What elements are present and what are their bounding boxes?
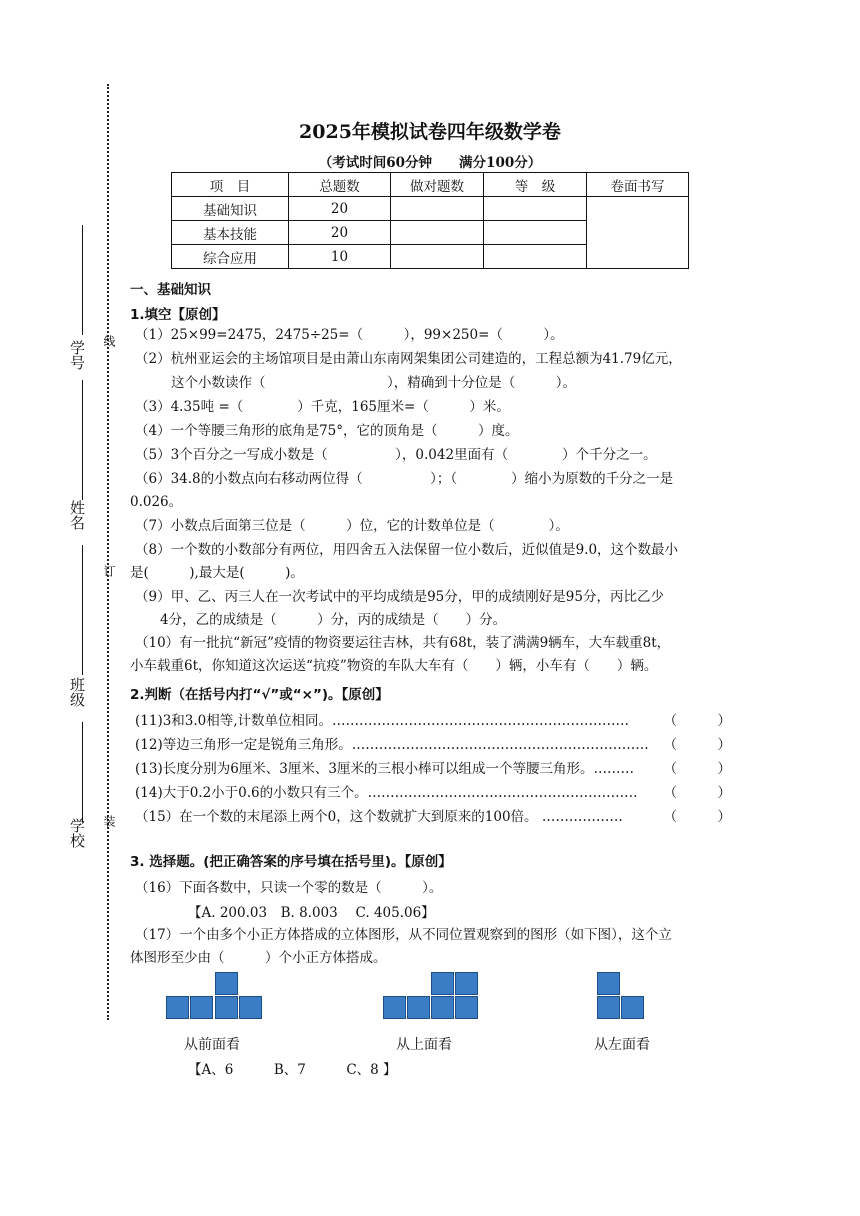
q2-line1: （2）杭州亚运会的主场馆项目是由萧山东南网架集团公司建造的，工程总额为41.79亿元， [135, 351, 682, 367]
cube [407, 996, 430, 1019]
exam-title: 2025年模拟试卷四年级数学卷 [299, 121, 561, 143]
grade-cell[interactable] [484, 245, 587, 269]
cube [215, 996, 238, 1019]
q10-line2: 小车载重6t，你知道这次运送“抗疫”物资的车队大车有（ ）辆，小车有（ ）辆。 [130, 658, 658, 674]
q9-line2: 4分，乙的成绩是（ ）分，丙的成绩是（ ）分。 [160, 612, 507, 628]
q17-options: 【A、6 B、7 C、8 】 [188, 1062, 397, 1078]
top-view-label: 从上面看 [396, 1037, 452, 1053]
front-view-label: 从前面看 [184, 1037, 240, 1053]
cube [597, 972, 620, 995]
header-cell: 项 目 [172, 173, 289, 197]
q6-line2: 0.026。 [130, 494, 183, 510]
number-label: 学号 [68, 340, 86, 370]
q16-options: 【A. 200.03 B. 8.003 C. 405.06】 [188, 905, 435, 921]
binding-dotted-line [107, 84, 109, 1020]
cube [431, 972, 454, 995]
q7: （7）小数点后面第三位是（ ）位，它的计数单位是（ ）。 [135, 518, 569, 534]
cube [597, 996, 620, 1019]
q1: （1）25×99=2475，2475÷25=（ ），99×250=（ ）。 [135, 327, 564, 343]
cube [455, 972, 478, 995]
left-view-label: 从左面看 [594, 1037, 650, 1053]
choice-heading: 3. 选择题。(把正确答案的序号填在括号里)。【原创】 [130, 854, 452, 870]
fill-blank-heading: 1.填空【原创】 [130, 307, 226, 323]
judge-text: (12)等边三角形一定是锐角三角形。………………………………………………………… [135, 737, 649, 753]
name-label: 姓名 [68, 500, 86, 530]
cube [455, 996, 478, 1019]
section1-heading: 一、基础知识 [130, 282, 211, 298]
cube [621, 996, 644, 1019]
header-cell: 卷面书写 [587, 173, 689, 197]
score-table [171, 172, 689, 269]
answer-paren[interactable]: （ ） [663, 737, 731, 753]
correct-cell[interactable] [391, 197, 484, 221]
cube [190, 996, 213, 1019]
cube [431, 996, 454, 1019]
row-total: 10 [289, 245, 391, 269]
school-blank[interactable] [82, 722, 83, 822]
class-blank[interactable] [82, 545, 83, 675]
correct-cell[interactable] [391, 221, 484, 245]
name-blank[interactable] [82, 380, 83, 500]
row-label: 基础知识 [172, 197, 289, 221]
header-cell: 做对题数 [391, 173, 484, 197]
header-cell: 总题数 [289, 173, 391, 197]
answer-paren[interactable]: （ ） [663, 809, 731, 825]
judge-text: （15）在一个数的末尾添上两个0，这个数就扩大到原来的100倍。 ……………… [135, 809, 623, 825]
score-table-header [172, 173, 689, 197]
cube [383, 996, 406, 1019]
cube [215, 972, 238, 995]
q5: （5）3个百分之一写成小数是（ ），0.042里面有（ ）个千分之一。 [135, 447, 657, 463]
q16: （16）下面各数中，只读一个零的数是（ ）。 [135, 880, 443, 896]
q6-line1: （6）34.8的小数点向右移动两位得（ ）；（ ）缩小为原数的千分之一是 [135, 471, 674, 487]
judge-item-14 [135, 781, 731, 801]
q9-line1: （9）甲、乙、丙三人在一次考试中的平均成绩是95分，甲的成绩刚好是95分，丙比乙少 [135, 589, 664, 605]
cube [166, 996, 189, 1019]
judge-text: (13)长度分别为6厘米、3厘米、3厘米的三根小棒可以组成一个等腰三角形。……… [135, 761, 634, 777]
grade-cell[interactable] [484, 221, 587, 245]
judge-heading: 2.判断（在括号内打“√”或“×”)。【原创】 [130, 687, 389, 703]
correct-cell[interactable] [391, 245, 484, 269]
judge-text: (14)大于0.2小于0.6的小数只有三个。…………………………………………………… [135, 785, 638, 801]
judge-item-15 [135, 805, 731, 825]
cube [239, 996, 262, 1019]
q17-line2: 体图形至少由（ ）个小正方体搭成。 [130, 950, 387, 966]
school-label: 学校 [68, 818, 86, 848]
judge-text: (11)3和3.0相等,计数单位相同。………………………………………………………… [135, 713, 630, 729]
answer-paren[interactable]: （ ） [663, 761, 731, 777]
judge-item-12 [135, 733, 731, 753]
q8-line1: （8）一个数的小数部分有两位，用四舍五入法保留一位小数后，近似值是9.0，这个数最小 [135, 542, 679, 558]
q3: （3）4.35吨 =（ ）千克，165厘米=（ ）米。 [135, 399, 510, 415]
q8-line2: 是( ),最大是( )。 [130, 565, 304, 581]
header-cell: 等 级 [484, 173, 587, 197]
margin-ding: 订 [102, 565, 116, 577]
table-row [172, 197, 689, 221]
row-label: 基本技能 [172, 221, 289, 245]
exam-subtitle: （考试时间60分钟 满分100分） [318, 155, 542, 171]
class-label: 班级 [68, 677, 86, 707]
margin-zhuang: 装 [102, 815, 116, 827]
answer-paren[interactable]: （ ） [663, 785, 731, 801]
row-total: 20 [289, 221, 391, 245]
number-blank[interactable] [82, 225, 83, 335]
q17-line1: （17）一个由多个小正方体搭成的立体图形，从不同位置观察到的图形（如下图），这个立 [135, 927, 672, 943]
handwriting-cell[interactable] [587, 197, 689, 269]
row-total: 20 [289, 197, 391, 221]
q2-line2: 这个小数读作（ ），精确到十分位是（ ）。 [171, 375, 576, 391]
q4: （4）一个等腰三角形的底角是75°，它的顶角是（ ）度。 [135, 423, 519, 439]
judge-item-13 [135, 757, 731, 777]
q10-line1: （10）有一批抗“新冠”疫情的物资要运往吉林，共有68t，装了满满9辆车，大车载重8t， [135, 635, 671, 651]
grade-cell[interactable] [484, 197, 587, 221]
margin-xian: 线 [102, 335, 116, 347]
judge-item-11 [135, 709, 731, 729]
answer-paren[interactable]: （ ） [663, 713, 731, 729]
row-label: 综合应用 [172, 245, 289, 269]
